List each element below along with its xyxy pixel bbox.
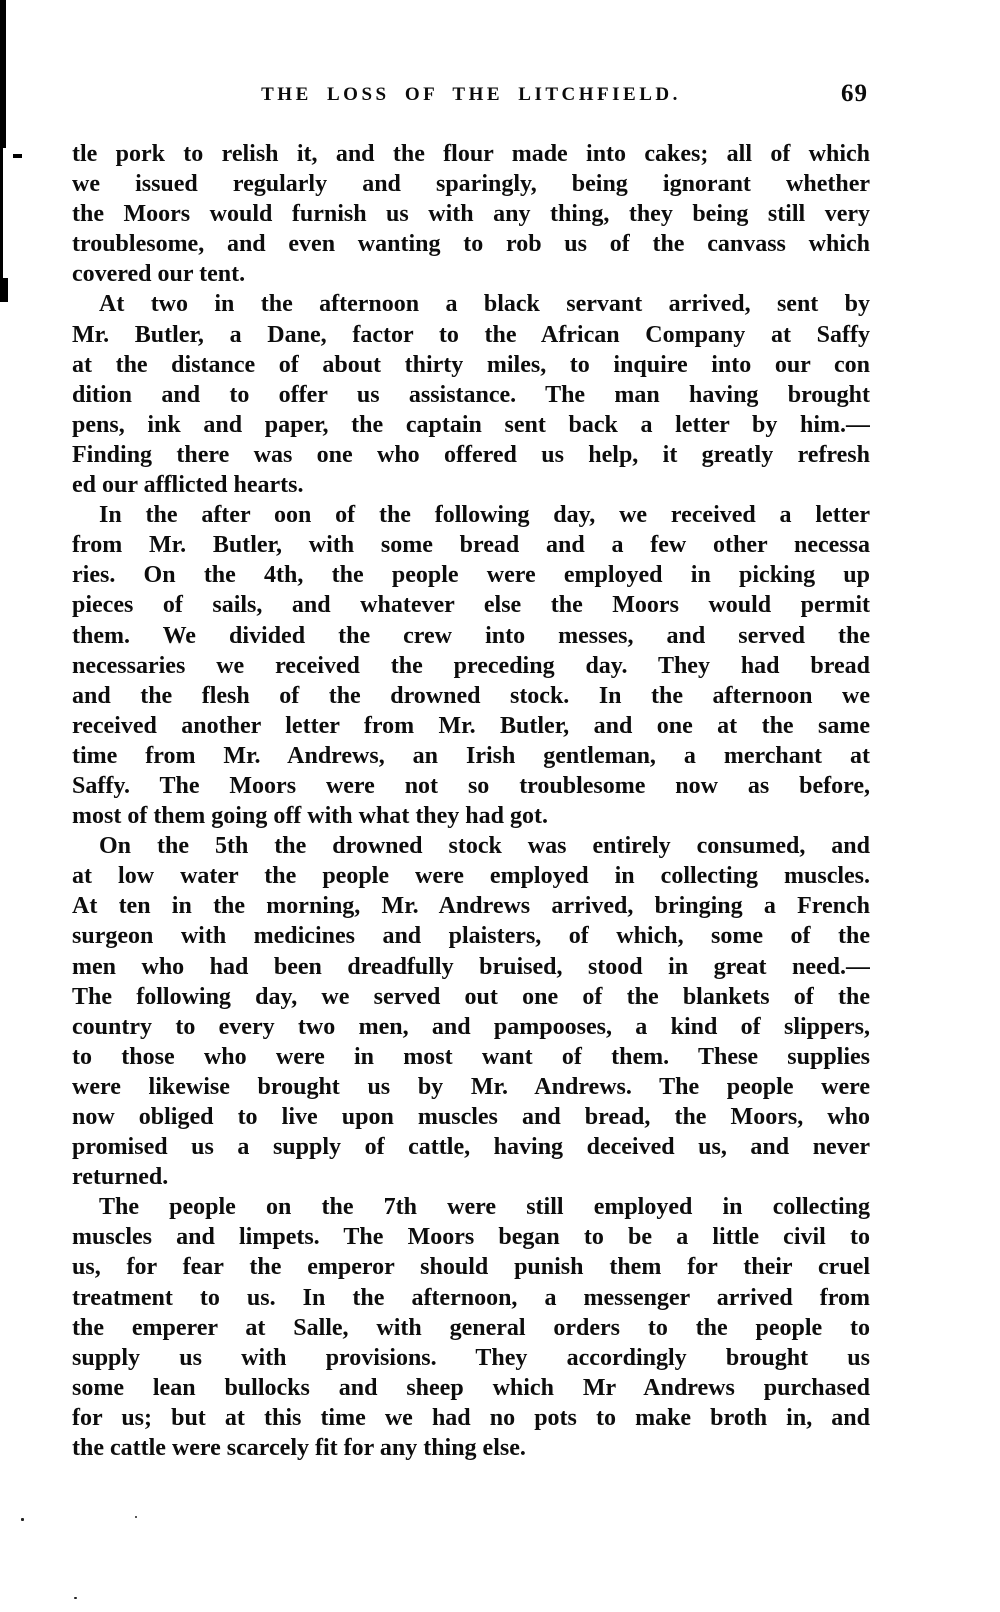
text-line: tle pork to relish it, and the flour made into cakes; all of which xyxy=(72,141,870,167)
text-line: were likewise brought us by Mr. Andrews. The people were xyxy=(72,1073,870,1100)
paragraph xyxy=(72,289,870,500)
text-line: Finding there was one who offered us help, it greatly refresh xyxy=(72,441,870,468)
running-title: THE LOSS OF THE LITCHFIELD. xyxy=(261,84,681,105)
text-line: treatment to us. In the afternoon, a messenger arrived from xyxy=(72,1284,870,1311)
text-line: the Moors would furnish us with any thing, they being still very xyxy=(72,201,870,228)
text-line: troublesome, and even wanting to rob us of the canvass which xyxy=(72,231,870,258)
text-line: to those who were in most want of them. These supplies xyxy=(72,1043,870,1070)
page-header xyxy=(72,80,870,107)
text-line: received another letter from Mr. Butler, and one at the same xyxy=(72,712,870,739)
text-line: The following day, we served out one of the blankets of the xyxy=(72,983,870,1010)
text-line: On the 5th the drowned stock was entirely consumed, and xyxy=(99,833,870,860)
scan-dash-mark xyxy=(13,154,22,158)
text-line: The people on the 7th were still employed in collecting xyxy=(99,1194,870,1221)
text-line: pens, ink and paper, the captain sent back a letter by him.— xyxy=(72,411,870,438)
text-line: them. We divided the crew into messes, and served the xyxy=(72,622,870,649)
text-line: most of them going off with what they had got. xyxy=(72,803,548,830)
text-line: for us; but at this time we had no pots to make broth in, and xyxy=(72,1404,870,1431)
text-line: dition and to offer us assistance. The man having brought xyxy=(72,381,870,408)
text-line: we issued regularly and sparingly, being ignorant whether xyxy=(72,171,870,198)
scan-speck xyxy=(74,1597,77,1599)
text-line: At ten in the morning, Mr. Andrews arrived, bringing a French xyxy=(72,893,870,920)
paragraph xyxy=(72,139,870,289)
text-line: promised us a supply of cattle, having deceived us, and never xyxy=(72,1134,870,1161)
text-line: muscles and limpets. The Moors began to be a little civil to xyxy=(72,1224,870,1251)
text-line: from Mr. Butler, with some bread and a few other necessa xyxy=(72,532,870,559)
text-line: the emperer at Salle, with general orders to the people to xyxy=(72,1314,870,1341)
text-line: returned. xyxy=(72,1164,169,1191)
text-line: necessaries we received the preceding day. They had bread xyxy=(72,652,870,679)
text-line: at the distance of about thirty miles, to inquire into our con xyxy=(72,351,870,378)
text-line: Saffy. The Moors were not so troublesome now as before, xyxy=(72,772,870,799)
text-line: some lean bullocks and sheep which Mr Andrews purchased xyxy=(72,1374,870,1401)
text-line: ries. On the 4th, the people were employed in picking up xyxy=(72,562,870,589)
page-number: 69 xyxy=(841,80,868,107)
text-line: supply us with provisions. They accordingly brought us xyxy=(72,1344,870,1371)
text-line: country to every two men, and pampooses, a kind of slippers, xyxy=(72,1013,870,1040)
text-line: pieces of sails, and whatever else the Moors would permit xyxy=(72,592,870,619)
text-line: surgeon with medicines and plaisters, of which, some of the xyxy=(72,923,870,950)
text-line: men who had been dreadfully bruised, stood in great need.— xyxy=(72,953,870,980)
text-line: at low water the people were employed in collecting muscles. xyxy=(72,863,870,890)
body-text xyxy=(72,139,870,1463)
paragraph xyxy=(72,1192,870,1463)
paragraph xyxy=(72,831,870,1192)
text-line: Mr. Butler, a Dane, factor to the African Company at Saffy xyxy=(72,321,870,348)
scan-speck xyxy=(21,1518,24,1521)
text-line: In the after oon of the following day, we received a letter xyxy=(99,502,870,529)
paragraph xyxy=(72,500,870,831)
text-line: At two in the afternoon a black servant arrived, sent by xyxy=(99,291,870,318)
scan-speck xyxy=(135,1516,137,1518)
text-line: and the flesh of the drowned stock. In the afternoon we xyxy=(72,682,870,709)
scan-edge-bar xyxy=(0,0,6,148)
text-line: now obliged to live upon muscles and bread, the Moors, who xyxy=(72,1104,870,1130)
text-line: ed our afflicted hearts. xyxy=(72,472,304,499)
scan-edge-mark xyxy=(0,278,8,302)
text-line: covered our tent. xyxy=(72,261,246,288)
text-line: time from Mr. Andrews, an Irish gentleman, a merchant at xyxy=(72,742,870,769)
text-line: us, for fear the emperor should punish them for their cruel xyxy=(72,1254,870,1281)
text-line: the cattle were scarcely fit for any thing else. xyxy=(72,1435,526,1462)
